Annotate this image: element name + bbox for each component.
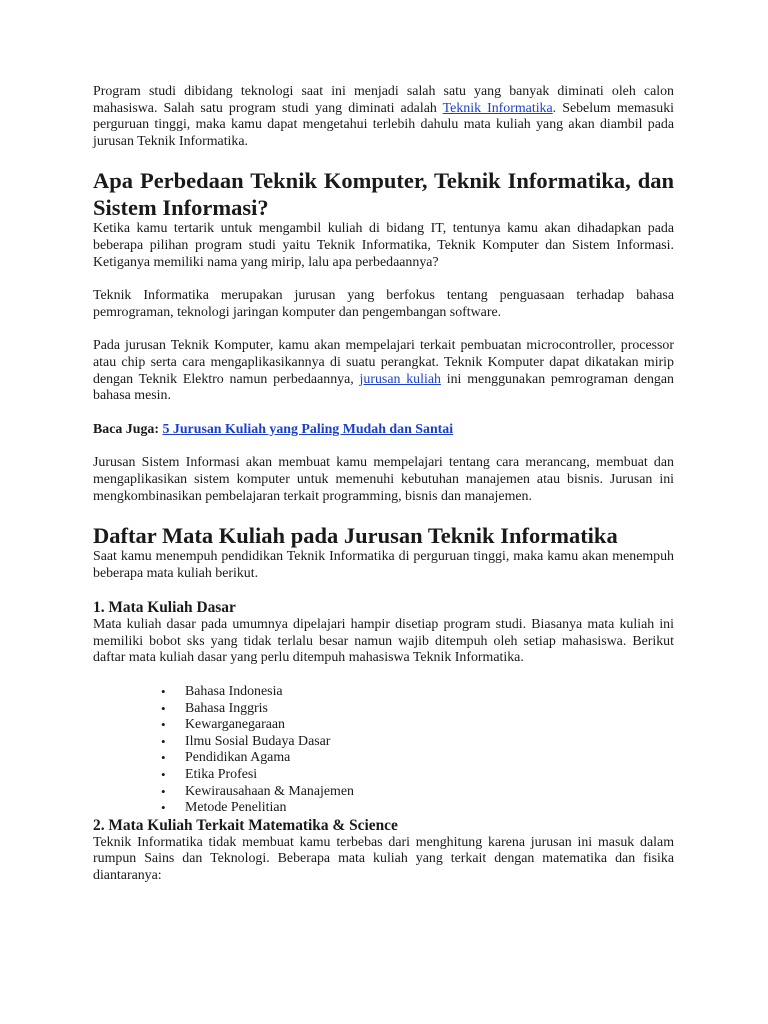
para3-text-after: ini menggunakan pemrograman dengan bahasa mesin. (93, 371, 674, 404)
section1-paragraph-3 (93, 338, 674, 404)
jurusan-kuliah-link[interactable]: jurusan kuliah (359, 371, 441, 387)
section1-paragraph-4: Jurusan Sistem Informasi akan membuat kamu mempelajari tentang cara merancang, membuat dan mengaplikasikan sistem komputer untuk memenuhi kebutuhan manajemen atau bisnis. Jurusan ini mengkombinasikan pembelajaran terkait programming, bisnis dan manajemen. (93, 455, 674, 504)
list-item: • Ilmu Sosial Budaya Dasar (185, 734, 674, 751)
baca-juga-label: Baca Juga: (93, 421, 159, 437)
subsection1-text: Mata kuliah dasar pada umumnya dipelajari hampir disetiap program studi. Biasanya mata kuliah ini memiliki bobot sks yang tidak terlalu besar namun wajib ditempuh oleh setiap mahasiswa. Berikut daftar mata kuliah dasar yang perlu ditempuh mahasiswa Teknik Informatika. (93, 617, 674, 666)
teknik-informatika-link[interactable]: Teknik Informatika (442, 100, 553, 116)
baca-juga (93, 422, 674, 439)
list-item: • Kewirausahaan & Manajemen (185, 784, 674, 801)
list-item: • Metode Penelitian (185, 800, 674, 817)
section2-intro: Saat kamu menempuh pendidikan Teknik Informatika di perguruan tinggi, maka kamu akan menempuh beberapa mata kuliah berikut. (93, 549, 674, 581)
intro-paragraph (93, 84, 674, 150)
intro-text-before: Program studi dibidang teknologi saat ini menjadi salah satu yang banyak diminati oleh calon mahasiswa. Salah satu program studi yang diminati adalah (93, 84, 674, 116)
intro-text-after: . Sebelum memasuki perguruan tinggi, maka kamu dapat mengetahui terlebih dahulu mata kuliah yang akan diambil pada jurusan Teknik Informatika. (93, 100, 675, 149)
list-item: • Pendidikan Agama (185, 750, 674, 767)
document-page (93, 84, 674, 885)
mata-kuliah-dasar-list (93, 684, 674, 817)
list-item: • Bahasa Inggris (185, 701, 674, 718)
section2-heading: Daftar Mata Kuliah pada Jurusan Teknik Informatika (93, 523, 618, 549)
list-item: • Kewarganegaraan (185, 717, 674, 734)
baca-juga-link[interactable]: 5 Jurusan Kuliah yang Paling Mudah dan Santai (162, 421, 454, 437)
list-item: • Etika Profesi (185, 767, 674, 784)
section1-heading: Apa Perbedaan Teknik Komputer, Teknik Informatika, dan Sistem Informasi? (93, 168, 674, 221)
subsection2-heading: 2. Mata Kuliah Terkait Matematika & Science (93, 816, 398, 834)
section1-paragraph-1: Ketika kamu tertarik untuk mengambil kuliah di bidang IT, tentunya kamu akan dihadapkan pada beberapa pilihan program studi yaitu Teknik Informatika, Teknik Komputer dan Sistem Informasi. Ketiganya memiliki nama yang mirip, lalu apa perbedaannya? (93, 221, 674, 270)
list-item: • Bahasa Indonesia (185, 684, 674, 701)
subsection2-text: Teknik Informatika tidak membuat kamu terbebas dari menghitung karena jurusan ini masuk dalam rumpun Sains dan Teknologi. Beberapa mata kuliah yang terkait dengan matematika dan fisika diantaranya: (93, 834, 674, 883)
section1-paragraph-2: Teknik Informatika merupakan jurusan yang berfokus tentang penguasaan terhadap bahasa pemrograman, teknologi jaringan komputer dan pengembangan software. (93, 288, 674, 320)
subsection1-heading: 1. Mata Kuliah Dasar (93, 599, 236, 617)
para3-text-before: Pada jurusan Teknik Komputer, kamu akan mempelajari terkait pembuatan microcontroller, processor atau chip serta cara mengaplikasikannya di suatu perangkat. Teknik Komputer dapat dikatakan mirip dengan Teknik Elektro namun perbedaannya, (93, 338, 674, 387)
